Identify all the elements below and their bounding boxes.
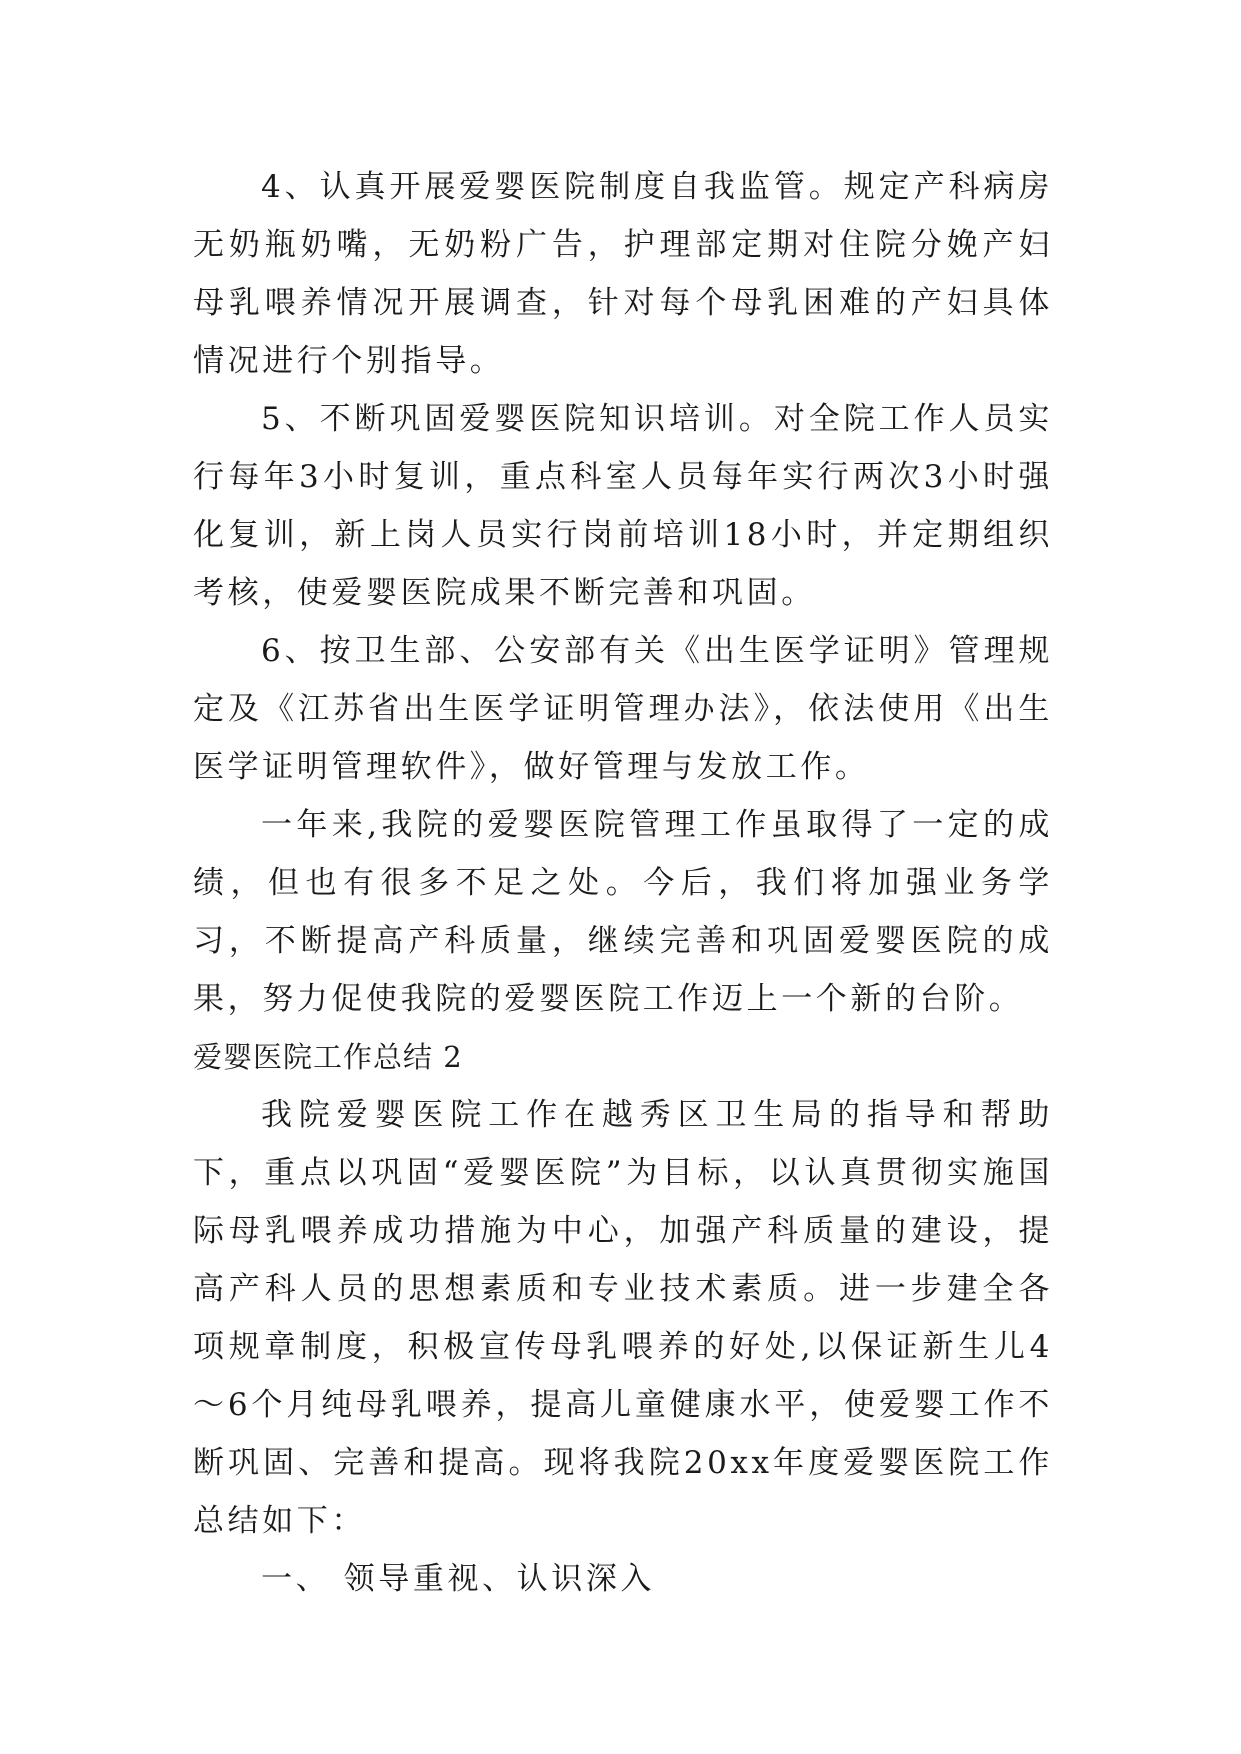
paragraph-summary: 一年来,我院的爱婴医院管理工作虽取得了一定的成绩，但也有很多不足之处。今后，我们将加强业务学习，不断提高产科质量，继续完善和巩固爱婴医院的成果，努力促使我院的爱婴医院工作迈上一个新的台阶。 bbox=[193, 807, 1053, 1017]
section-title: 爱婴医院工作总结 2 bbox=[193, 1040, 463, 1074]
paragraph-item-4: 4、认真开展爱婴医院制度自我监管。规定产科病房无奶瓶奶嘴，无奶粉广告，护理部定期对住院分娩产妇母乳喂养情况开展调查，针对每个母乳困难的产妇具体情况进行个别指导。 bbox=[193, 169, 1053, 379]
document-body bbox=[193, 158, 1053, 1608]
paragraph-item-5: 5、不断巩固爱婴医院知识培训。对全院工作人员实行每年3小时复训，重点科室人员每年实行两次3小时强化复训，新上岗人员实行岗前培训18小时，并定期组织考核，使爱婴医院成果不断完善和巩固。 bbox=[193, 401, 1053, 611]
section-intro-paragraph: 我院爱婴医院工作在越秀区卫生局的指导和帮助下，重点以巩固“爱婴医院”为目标，以认真贯彻实施国际母乳喂养成功措施为中心，加强产科质量的建设，提高产科人员的思想素质和专业技术素质。进一步建全各项规章制度，积极宣传母乳喂养的好处,以保证新生儿4～6个月纯母乳喂养，提高儿童健康水平，使爱婴工作不断巩固、完善和提高。现将我院20xx年度爱婴医院工作总结如下： bbox=[193, 1097, 1053, 1539]
section-subheading: 一、 领导重视、认识深入 bbox=[261, 1561, 656, 1597]
paragraph-item-6: 6、按卫生部、公安部有关《出生医学证明》管理规定及《江苏省出生医学证明管理办法》，依法使用《出生医学证明管理软件》，做好管理与发放工作。 bbox=[193, 633, 1053, 785]
